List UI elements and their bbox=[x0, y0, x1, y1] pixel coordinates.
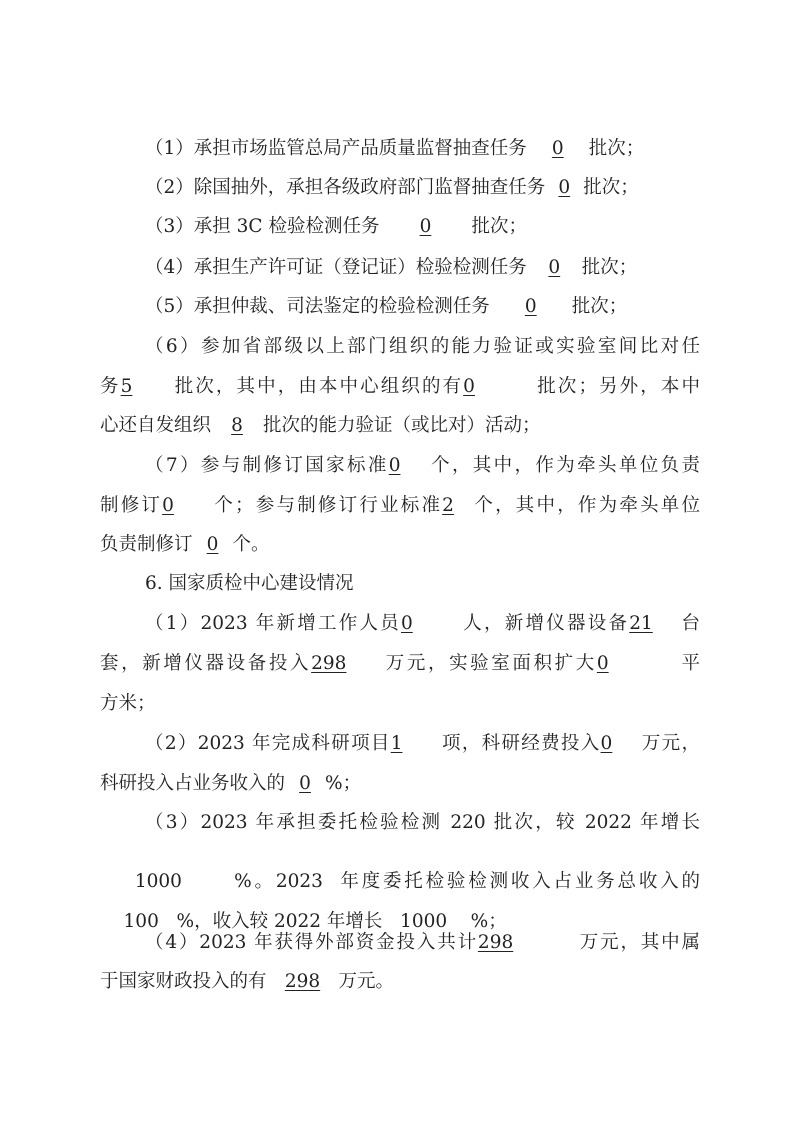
item-7-text-1a: （7）参与制修订国家标准 bbox=[145, 455, 389, 476]
item-7-text-2a: 制修订 bbox=[100, 495, 163, 516]
sub-2-text-1a: （2）2023 年完成科研项目 bbox=[145, 733, 391, 754]
sub-1-text-2c: 平 bbox=[678, 653, 700, 674]
sub-2-value-3: 0 bbox=[299, 773, 311, 794]
item-5-text: （5）承担仲裁、司法鉴定的检验检测任务 bbox=[145, 296, 490, 317]
sub-1-line-3 bbox=[100, 695, 700, 714]
item-5-value: 0 bbox=[524, 296, 537, 317]
sub-1-value-1: 0 bbox=[400, 613, 413, 634]
sub-2-text-1c: 万元， bbox=[640, 733, 700, 754]
item-2-line bbox=[145, 179, 700, 198]
sub-1-value-4: 0 bbox=[596, 653, 609, 674]
sub-2-line-2 bbox=[100, 775, 700, 794]
sub-2-line-1 bbox=[145, 735, 700, 754]
item-4-value: 0 bbox=[548, 257, 561, 278]
sub-2-text-2a: 科研投入占业务收入的 bbox=[100, 773, 286, 794]
item-7-value-1: 0 bbox=[388, 455, 401, 476]
item-1-unit: 批次； bbox=[588, 138, 645, 159]
item-2-text: （2）除国抽外，承担各级政府部门监督抽查任务 bbox=[145, 177, 546, 198]
item-6-value-2: 0 bbox=[463, 376, 475, 397]
item-3-line bbox=[145, 218, 700, 237]
item-6-value-3: 8 bbox=[231, 415, 243, 436]
item-6-text-1: （6）参加省部级以上部门组织的能力验证或实验室间比对任 bbox=[145, 336, 700, 357]
sub-2-text-2b: %； bbox=[325, 773, 362, 794]
item-1-text: （1）承担市场监管总局产品质量监督抽查任务 bbox=[145, 138, 527, 159]
sub-3-line-1 bbox=[145, 814, 700, 833]
item-6-text-3a: 心还自发组织 bbox=[100, 415, 212, 436]
item-6-line-3 bbox=[100, 417, 700, 436]
item-7-text-2c: 个，其中，作为牵头单位 bbox=[472, 495, 700, 516]
sub-4-value-2: 298 bbox=[284, 971, 321, 992]
item-6-text-2c: 批次；另外，本中 bbox=[535, 376, 700, 397]
item-6-line-2 bbox=[100, 378, 700, 397]
item-3-value: 0 bbox=[419, 216, 432, 237]
sub-2-value-1: 1 bbox=[390, 733, 403, 754]
item-6-text-3b: 批次的能力验证（或比对）活动； bbox=[263, 415, 541, 436]
item-3-unit: 批次； bbox=[471, 216, 527, 237]
item-4-line bbox=[145, 259, 700, 278]
sub-1-text-1c: 台 bbox=[679, 613, 700, 634]
section-6-heading bbox=[145, 575, 700, 594]
sub-1-text-3: 方米； bbox=[100, 693, 156, 714]
sub-3-text-3: 100 %，收入较 2022 年增长 1000 %； bbox=[123, 910, 507, 932]
sub-2-value-2: 0 bbox=[600, 733, 613, 754]
item-7-value-4: 0 bbox=[206, 534, 219, 555]
item-2-unit: 批次； bbox=[583, 177, 639, 198]
sub-1-text-2a: 套，新增仪器设备投入 bbox=[100, 653, 312, 674]
item-6-text-2b: 批次，其中，由本中心组织的有 bbox=[172, 376, 464, 397]
sub-1-text-2b: 万元，实验室面积扩大 bbox=[383, 653, 597, 674]
item-7-value-3: 2 bbox=[442, 495, 454, 516]
sub-1-line-1 bbox=[145, 615, 700, 634]
item-6-value-1: 5 bbox=[120, 376, 133, 397]
sub-4-text-1a: （4）2023 年获得外部资金投入共计 bbox=[145, 932, 478, 953]
sub-1-line-2 bbox=[100, 655, 700, 674]
sub-3-text-1: （3）2023 年承担委托检验检测 220 批次，较 2022 年增长 bbox=[145, 812, 700, 833]
item-1-line bbox=[145, 140, 700, 159]
item-5-line bbox=[145, 298, 700, 317]
item-3-text: （3）承担 3C 检验检测任务 bbox=[145, 216, 380, 237]
item-2-value: 0 bbox=[558, 177, 571, 198]
sub-4-text-1b: 万元，其中属 bbox=[577, 932, 700, 953]
sub-1-value-2: 21 bbox=[629, 613, 653, 634]
item-7-text-3b: 个。 bbox=[232, 534, 270, 555]
item-7-value-2: 0 bbox=[162, 495, 174, 516]
section-6-title: 6. 国家质检中心建设情况 bbox=[145, 573, 354, 594]
item-7-line-1 bbox=[145, 457, 700, 476]
item-6-line-1 bbox=[145, 338, 700, 357]
sub-4-value-1: 298 bbox=[477, 932, 514, 953]
item-6-text-2a: 务 bbox=[100, 376, 121, 397]
item-4-unit: 批次； bbox=[581, 257, 638, 278]
sub-3-text-2: 1000 %。2023 年度委托检验检测收入占业务总收入的 bbox=[134, 870, 700, 892]
sub-1-text-1a: （1）2023 年新增工作人员 bbox=[145, 613, 401, 634]
item-7-text-3a: 负责制修订 bbox=[100, 534, 193, 555]
item-7-line-2 bbox=[100, 497, 700, 516]
item-5-unit: 批次； bbox=[571, 296, 628, 317]
item-7-line-3 bbox=[100, 536, 700, 555]
item-4-text: （4）承担生产许可证（登记证）检验检测任务 bbox=[145, 257, 527, 278]
sub-1-value-3: 298 bbox=[311, 653, 347, 674]
sub-4-text-2a: 于国家财政投入的有 bbox=[100, 971, 267, 992]
sub-2-text-1b: 项，科研经费投入 bbox=[440, 733, 601, 754]
sub-1-text-1b: 人，新增仪器设备 bbox=[460, 613, 630, 634]
sub-4-line-1 bbox=[145, 934, 700, 953]
item-7-text-1b: 个，其中，作为牵头单位负责 bbox=[428, 455, 700, 476]
item-1-value: 0 bbox=[551, 138, 564, 159]
sub-4-text-2b: 万元。 bbox=[338, 971, 395, 992]
sub-4-line-2 bbox=[100, 973, 700, 992]
item-7-text-2b: 个；参与制修订行业标准 bbox=[212, 495, 443, 516]
